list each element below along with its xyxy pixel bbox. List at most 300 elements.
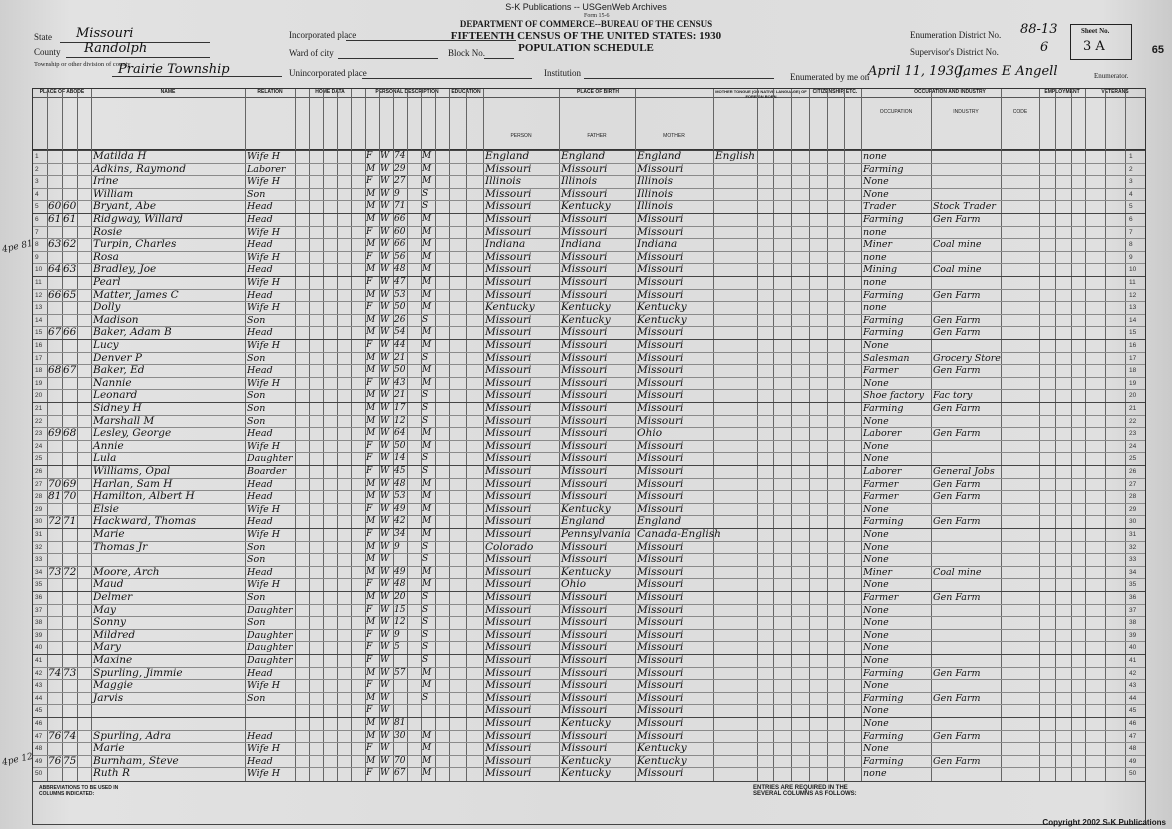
cell-mbp: England	[637, 515, 682, 528]
row-number: 5	[35, 203, 39, 211]
row-number-right: 43	[1129, 682, 1137, 690]
cell-mbp: Missouri	[637, 263, 684, 276]
cell-name: Jarvis	[93, 691, 124, 704]
table-row	[33, 654, 1145, 668]
cell-name: Nannie	[93, 376, 132, 389]
cell-sex: M	[366, 314, 376, 325]
table-row	[33, 352, 1145, 366]
cell-sex: M	[366, 428, 376, 439]
cell-sex: F	[366, 768, 373, 779]
table-row	[33, 515, 1145, 529]
cell-rel: Son	[247, 390, 266, 402]
cell-mbp: Missouri	[637, 162, 684, 175]
cell-bp: Missouri	[485, 654, 532, 666]
cell-name: Mildred	[93, 628, 136, 641]
cell-sex: F	[366, 655, 373, 665]
cell-occ: None	[863, 743, 889, 755]
cell-ind: Gen Farm	[933, 428, 981, 440]
cell-ms: S	[422, 604, 429, 615]
cell-dw: 66	[48, 288, 62, 301]
cell-mbp: Missouri	[637, 250, 684, 263]
cell-fbp: Missouri	[561, 326, 608, 339]
cell-rel: Son	[247, 692, 266, 704]
row-number-right: 26	[1129, 468, 1137, 475]
cell-name: Spurling, Adra	[93, 729, 172, 742]
cell-age: 44	[394, 340, 406, 350]
row-number: 50	[35, 770, 43, 778]
cell-name: Hackward, Thomas	[93, 515, 197, 528]
cell-race: W	[380, 428, 390, 439]
cell-race: W	[380, 264, 390, 275]
cell-mbp: Kentucky	[637, 313, 687, 326]
cell-age: 48	[394, 579, 406, 590]
cell-fbp: Missouri	[561, 389, 608, 402]
cell-ms: M	[422, 251, 432, 262]
cell-fbp: Kentucky	[561, 767, 611, 780]
row-number: 2	[35, 165, 39, 173]
row-number: 30	[35, 518, 43, 526]
row-number: 44	[35, 694, 43, 702]
cell-age: 70	[394, 755, 406, 766]
cell-ms: S	[422, 352, 429, 363]
cell-ind: Coal mine	[933, 566, 982, 578]
cell-fbp: Missouri	[561, 628, 608, 641]
cell-age: 42	[394, 516, 406, 527]
cell-rel: Son	[247, 403, 266, 414]
supervisor-label: Supervisor's District No.	[910, 47, 999, 57]
row-number: 42	[35, 669, 43, 677]
cell-rel: Wife H	[247, 340, 281, 351]
enum-district-value: 88-13	[1020, 22, 1058, 37]
cell-sex: M	[366, 327, 376, 338]
cell-race: W	[380, 302, 390, 313]
cell-ind: Coal mine	[933, 264, 982, 276]
cell-fbp: Missouri	[561, 414, 608, 427]
cell-sex: M	[366, 264, 376, 275]
cell-ms: M	[422, 680, 432, 691]
table-row	[33, 326, 1145, 340]
row-number-right: 36	[1129, 594, 1137, 601]
cell-race: W	[380, 314, 390, 325]
state-label: State	[34, 32, 52, 42]
cell-race: W	[380, 592, 390, 602]
cell-ms: S	[422, 617, 429, 628]
cell-occ: None	[863, 642, 889, 654]
cell-fbp: Missouri	[561, 276, 608, 288]
row-number: 37	[35, 606, 43, 614]
cell-age: 71	[394, 201, 406, 212]
cell-name: Burnham, Steve	[93, 754, 179, 767]
cell-mbp: Illinois	[637, 187, 674, 200]
margin-note-1: 4pe 81	[1, 238, 34, 256]
cell-fam: 69	[63, 477, 77, 490]
row-number: 10	[35, 266, 43, 274]
cell-ind: Gen Farm	[933, 214, 981, 225]
table-row	[33, 377, 1145, 391]
row-number-right: 11	[1129, 279, 1136, 286]
cell-occ: None	[863, 541, 889, 553]
cell-fam: 63	[63, 263, 77, 276]
cell-fbp: Missouri	[561, 162, 608, 175]
table-row	[33, 276, 1145, 290]
cell-bp: Missouri	[485, 376, 532, 389]
cell-ind: Grocery Store	[933, 352, 1001, 364]
cell-occ: None	[863, 176, 889, 188]
table-row	[33, 490, 1145, 504]
cell-sex: F	[366, 466, 373, 476]
cell-name: Rosa	[93, 250, 119, 263]
row-number-right: 38	[1129, 619, 1137, 627]
cell-name: Ruth R	[93, 767, 130, 780]
cell-ms: M	[422, 491, 432, 502]
cell-occ: None	[863, 415, 889, 427]
row-number: 1	[35, 153, 39, 160]
cell-mbp: Missouri	[637, 603, 684, 616]
row-number-right: 8	[1129, 241, 1133, 249]
row-number-right: 33	[1129, 556, 1137, 564]
department-heading: DEPARTMENT OF COMMERCE--BUREAU OF THE CENSUS	[459, 19, 713, 29]
table-row	[33, 679, 1145, 693]
cell-age: 34	[394, 529, 406, 539]
cell-name: Pearl	[93, 276, 121, 288]
cell-race: W	[380, 604, 390, 615]
cell-occ: none	[863, 302, 887, 314]
cell-sex: M	[366, 289, 376, 300]
cell-sex: F	[366, 377, 373, 388]
row-number: 35	[35, 581, 43, 589]
unincorporated-label: Unincorporated place	[289, 68, 367, 78]
block-label: Block No.	[448, 48, 485, 58]
cell-name: Delmer	[93, 591, 133, 603]
census-title: FIFTEENTH CENSUS OF THE UNITED STATES: 1930	[450, 30, 722, 42]
cell-ms: M	[422, 289, 432, 300]
cell-sex: M	[366, 188, 376, 199]
cell-name: Moore, Arch	[93, 565, 160, 578]
cell-bp: Missouri	[485, 402, 532, 414]
cell-ms: S	[422, 541, 429, 552]
cell-bp: Indiana	[485, 238, 526, 251]
cell-ind: Gen Farm	[933, 692, 981, 704]
group-personal: PERSONAL DESCRIPTION	[365, 89, 450, 98]
cell-dw: 67	[48, 326, 62, 339]
row-number-right: 14	[1129, 316, 1137, 324]
cell-ms: M	[422, 163, 432, 174]
cell-sex: M	[366, 239, 376, 250]
cell-sex: F	[366, 277, 373, 287]
page-number: 65	[1151, 44, 1164, 56]
table-row	[33, 440, 1145, 454]
subhead-father: FATHER	[587, 133, 607, 139]
cell-dw: 76	[48, 729, 62, 742]
row-number: 48	[35, 745, 43, 753]
cell-age: 21	[394, 390, 406, 401]
cell-sex: F	[366, 529, 373, 539]
cell-bp: Missouri	[485, 515, 532, 528]
cell-mbp: Ohio	[637, 427, 663, 440]
population-grid	[32, 88, 1146, 782]
row-number: 20	[35, 392, 43, 400]
cell-rel: Head	[247, 239, 273, 251]
cell-fbp: England	[561, 515, 606, 528]
table-row	[33, 541, 1145, 555]
cell-sex: F	[366, 340, 373, 350]
cell-rel: Wife H	[247, 768, 281, 780]
cell-ms: S	[422, 201, 429, 212]
cell-age: 43	[394, 377, 406, 388]
cell-ind: Gen Farm	[933, 327, 981, 339]
cell-bp: Colorado	[485, 540, 534, 553]
row-number-right: 29	[1129, 505, 1137, 513]
cell-rel: Son	[247, 415, 266, 427]
row-number: 17	[35, 354, 43, 362]
cell-rel: Wife H	[247, 503, 281, 515]
cell-bp: Missouri	[485, 250, 532, 263]
cell-name: Madison	[93, 313, 139, 326]
cell-bp: Missouri	[485, 553, 532, 566]
row-number: 31	[35, 531, 43, 538]
cell-fbp: Missouri	[561, 666, 608, 679]
cell-name: Lesley, George	[93, 427, 172, 440]
cell-rel: Head	[247, 428, 273, 440]
cell-ms: S	[422, 692, 429, 703]
row-number: 3	[35, 178, 39, 186]
cell-rel: Head	[247, 264, 273, 276]
copyright-notice: Copyright 2002 S-K Publications	[1042, 818, 1166, 827]
table-row	[33, 188, 1145, 202]
cell-fbp: Kentucky	[561, 301, 611, 314]
county-value: Randolph	[84, 41, 148, 56]
row-number-right: 42	[1129, 669, 1137, 677]
cell-race: W	[380, 415, 390, 426]
cell-rel: Boarder	[247, 466, 287, 477]
cell-dw: 63	[48, 238, 62, 251]
cell-age: 53	[394, 289, 406, 300]
row-number-right: 40	[1129, 644, 1137, 652]
row-number-right: 23	[1129, 430, 1137, 438]
row-number-right: 25	[1129, 455, 1137, 463]
cell-bp: Missouri	[485, 679, 532, 692]
cell-sex: M	[366, 163, 376, 174]
cell-occ: Shoe factory	[863, 390, 924, 402]
cell-race: W	[380, 151, 390, 161]
cell-ms: S	[422, 314, 429, 325]
cell-bp: Missouri	[485, 767, 532, 780]
cell-sex: F	[366, 743, 373, 754]
cell-mbp: Illinois	[637, 175, 674, 188]
subhead-person: PERSON	[510, 133, 532, 139]
cell-race: W	[380, 478, 390, 489]
cell-sex: F	[366, 226, 373, 237]
cell-fbp: Missouri	[561, 603, 608, 616]
row-number-right: 1	[1129, 153, 1133, 160]
cell-mbp: Missouri	[637, 213, 684, 225]
cell-name: Denver P	[93, 351, 142, 364]
cell-occ: Laborer	[863, 428, 902, 440]
cell-occ: Farmer	[863, 592, 899, 603]
cell-occ: None	[863, 503, 889, 515]
cell-fbp: Kentucky	[561, 754, 611, 767]
cell-sex: F	[366, 151, 373, 161]
table-row	[33, 389, 1145, 403]
cell-name: Hamilton, Albert H	[93, 490, 195, 503]
cell-mbp: Missouri	[637, 654, 684, 666]
cell-fbp: Missouri	[561, 742, 608, 755]
cell-occ: none	[863, 151, 887, 162]
cell-mbp: Illinois	[637, 200, 674, 213]
cell-name: Ridgway, Willard	[93, 213, 183, 225]
form-number: Form 15-6	[584, 13, 610, 19]
cell-fbp: Missouri	[561, 553, 608, 566]
cell-sex: F	[366, 629, 373, 640]
cell-fbp: Missouri	[561, 729, 608, 742]
cell-fbp: Missouri	[561, 490, 608, 503]
cell-dw: 68	[48, 364, 62, 377]
cell-sex: M	[366, 403, 376, 413]
cell-bp: Missouri	[485, 704, 532, 717]
cell-age: 9	[394, 541, 400, 552]
cell-fbp: Missouri	[561, 402, 608, 414]
cell-fbp: Missouri	[561, 439, 608, 452]
cell-ind: Gen Farm	[933, 365, 981, 377]
cell-fbp: Kentucky	[561, 313, 611, 326]
cell-bp: Missouri	[485, 213, 532, 225]
cell-ms: M	[422, 277, 432, 287]
cell-mbp: Missouri	[637, 729, 684, 742]
row-number: 6	[35, 216, 39, 223]
cell-fbp: Missouri	[561, 465, 608, 477]
cell-bp: Missouri	[485, 565, 532, 578]
cell-name: Spurling, Jimmie	[93, 666, 183, 679]
cell-ind: Stock Trader	[933, 201, 996, 213]
row-number-right: 27	[1129, 480, 1137, 488]
cell-age: 12	[394, 617, 406, 628]
group-occupation: OCCUPATION AND INDUSTRY	[861, 89, 1040, 98]
cell-age: 74	[394, 151, 406, 161]
cell-sex: M	[366, 667, 376, 678]
cell-race: W	[380, 327, 390, 338]
cell-race: W	[380, 755, 390, 766]
cell-age: 53	[394, 491, 406, 502]
cell-ms: M	[422, 226, 432, 237]
cell-name: Irine	[93, 175, 119, 188]
cell-ms: M	[422, 264, 432, 275]
cell-fbp: Missouri	[561, 704, 608, 717]
cell-race: W	[380, 289, 390, 300]
cell-ms: M	[422, 302, 432, 313]
cell-name: Adkins, Raymond	[93, 162, 186, 175]
cell-dw: 60	[48, 200, 62, 213]
cell-rel: Head	[247, 214, 273, 225]
cell-sex: M	[366, 214, 376, 224]
cell-fam: 71	[63, 515, 77, 528]
cell-age: 48	[394, 264, 406, 275]
cell-sex: M	[366, 730, 376, 741]
cell-bp: Missouri	[485, 162, 532, 175]
table-row	[33, 251, 1145, 265]
cell-mbp: Missouri	[637, 767, 684, 780]
cell-dw: 69	[48, 427, 62, 440]
table-row	[33, 452, 1145, 466]
schedule-title: POPULATION SCHEDULE	[518, 42, 654, 54]
cell-mbp: Missouri	[637, 553, 684, 566]
county-label: County	[34, 47, 61, 57]
township-label: Township or other division of county	[34, 61, 131, 68]
row-number-right: 7	[1129, 228, 1133, 236]
row-number-right: 30	[1129, 518, 1137, 526]
cell-mbp: Missouri	[637, 616, 684, 629]
cell-rel: Head	[247, 478, 273, 490]
cell-age: 29	[394, 163, 406, 174]
cell-occ: None	[863, 629, 889, 641]
cell-race: W	[380, 529, 390, 539]
row-number-right: 45	[1129, 707, 1137, 715]
cell-name: May	[93, 603, 116, 616]
cell-ms: S	[422, 453, 429, 464]
cell-race: W	[380, 491, 390, 502]
cell-ms: M	[422, 327, 432, 338]
cell-rel: Wife H	[247, 579, 281, 591]
row-number-right: 15	[1129, 329, 1137, 337]
cell-sex: M	[366, 516, 376, 527]
cell-occ: None	[863, 579, 889, 591]
row-number-right: 22	[1129, 417, 1137, 425]
cell-ms: S	[422, 403, 429, 413]
cell-occ: Farming	[863, 692, 904, 704]
cell-fbp: Missouri	[561, 654, 608, 666]
cell-fbp: Missouri	[561, 339, 608, 351]
cell-mbp: Missouri	[637, 402, 684, 414]
cell-mbp: Missouri	[637, 691, 684, 704]
cell-fbp: Missouri	[561, 691, 608, 704]
cell-rel: Head	[247, 201, 273, 213]
cell-name: Marshall M	[93, 414, 155, 427]
cell-mbp: Missouri	[637, 704, 684, 717]
row-number-right: 10	[1129, 266, 1137, 274]
cell-race: W	[380, 768, 390, 779]
cell-race: W	[380, 566, 390, 577]
row-number: 36	[35, 594, 43, 601]
cell-occ: Farming	[863, 403, 904, 414]
cell-mbp: Missouri	[637, 225, 684, 238]
row-number: 29	[35, 505, 43, 513]
cell-sex: M	[366, 692, 376, 703]
row-number: 16	[35, 342, 43, 349]
cell-mbp: Missouri	[637, 339, 684, 351]
cell-race: W	[380, 655, 390, 665]
group-employment: EMPLOYMENT	[1039, 89, 1086, 98]
cell-occ: Farming	[863, 327, 904, 339]
row-number-right: 28	[1129, 493, 1137, 501]
table-row	[33, 692, 1145, 706]
table-row	[33, 755, 1145, 769]
cell-fbp: Missouri	[561, 351, 608, 364]
cell-occ: Miner	[863, 566, 893, 578]
cell-rel: Wife H	[247, 440, 281, 452]
cell-bp: Missouri	[485, 263, 532, 276]
cell-fam: 75	[63, 754, 77, 767]
cell-mbp: Kentucky	[637, 742, 687, 755]
cell-occ: None	[863, 604, 889, 616]
cell-mbp: Missouri	[637, 389, 684, 402]
enumerator-name: James E Angell	[958, 64, 1058, 79]
cell-race: W	[380, 239, 390, 250]
cell-mbp: Missouri	[637, 540, 684, 553]
table-row	[33, 226, 1145, 240]
group-relation: RELATION	[245, 89, 296, 98]
cell-occ: Farming	[863, 214, 904, 225]
table-row	[33, 629, 1145, 643]
state-value: Missouri	[76, 26, 134, 41]
